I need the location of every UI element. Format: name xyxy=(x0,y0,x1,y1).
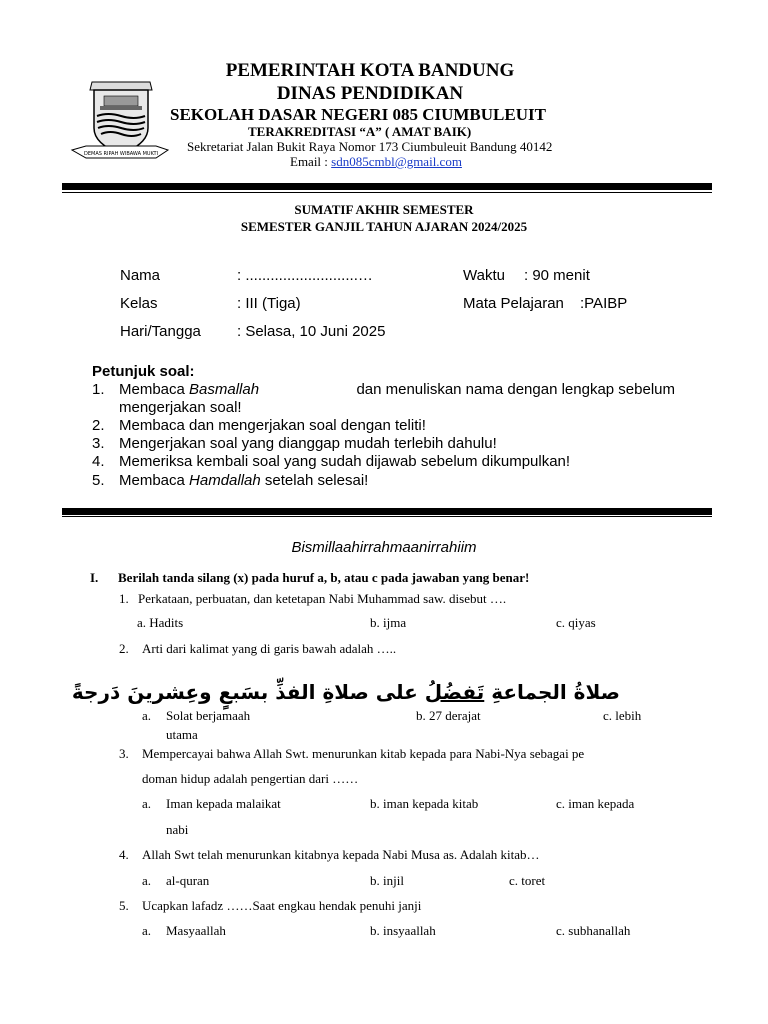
instruction-3-num: 3. xyxy=(92,435,105,452)
arabic-underlined-word: تَفضُلُ xyxy=(424,680,485,704)
subject-label: Mata Pelajaran xyxy=(463,295,564,312)
header-school-name: SEKOLAH DASAR NEGERI 085 CIUMBULEUIT xyxy=(170,105,546,124)
question-4-option-a[interactable]: al-quran xyxy=(166,873,210,888)
section-title: Berilah tanda silang (x) pada huruf a, b, atau c pada jawaban yang benar! xyxy=(118,570,530,585)
question-2-option-a[interactable]: Solat berjamaah xyxy=(166,708,251,723)
header-government: PEMERINTAH KOTA BANDUNG xyxy=(225,60,515,81)
question-3-option-b[interactable]: b. iman kepada kitab xyxy=(370,796,479,811)
date-value: : Selasa, 10 Juni 2025 xyxy=(237,323,386,340)
question-5-option-a-label: a. xyxy=(142,923,152,938)
question-4-option-a-label: a. xyxy=(142,873,152,888)
question-5-option-c[interactable]: c. subhanallah xyxy=(556,923,631,938)
header-department: DINAS PENDIDIKAN xyxy=(276,83,464,104)
question-2-option-c-line2: utama xyxy=(166,727,198,742)
header-email-line xyxy=(290,154,462,170)
question-2-number: 2. xyxy=(119,641,129,656)
question-2-text: Arti dari kalimat yang di garis bawah adalah ….. xyxy=(142,641,397,656)
bismillah-text: Bismillaahirrahmaanirrahiim xyxy=(291,539,477,556)
question-2-arabic-sentence: صلاةُ الجماعةِ تَفضُلُ على صلاةِ الفذِّ بسَبعٍ وعِشرينَ دَرجةً xyxy=(71,680,620,704)
instruction-5: Membaca Hamdallah setelah selesai! xyxy=(119,472,369,489)
exam-title: SUMATIF AKHIR SEMESTER xyxy=(294,202,474,217)
question-1-option-a[interactable]: a. Hadits xyxy=(137,615,184,630)
name-value: : ...........................… xyxy=(237,267,373,284)
question-2-option-c[interactable]: c. lebih xyxy=(603,708,642,723)
class-value: : III (Tiga) xyxy=(237,295,301,312)
header-divider-thick xyxy=(62,183,712,190)
instruction-1 xyxy=(119,381,675,398)
logo-motto-text: DEMAS RIPAH WIBAWA MUKTI xyxy=(84,151,158,157)
email-link[interactable]: sdn085cmbl@gmail.com xyxy=(331,154,462,169)
header-address: Sekretariat Jalan Bukit Raya Nomor 173 Ciumbuleuit Bandung 40142 xyxy=(187,139,553,154)
question-1-option-c[interactable]: c. qiyas xyxy=(556,615,596,630)
instruction-2: Membaca dan mengerjakan soal dengan teliti! xyxy=(119,417,426,434)
question-3-option-a-label: a. xyxy=(142,796,152,811)
section-number: I. xyxy=(90,570,99,585)
question-4-number: 4. xyxy=(119,847,129,862)
question-3-text-line2: doman hidup adalah pengertian dari …… xyxy=(142,771,359,786)
question-1-text: Perkataan, perbuatan, dan ketetapan Nabi Muhammad saw. disebut …. xyxy=(138,591,507,606)
time-value: : 90 menit xyxy=(524,267,590,284)
instruction-1-part-a: Membaca Basmallah xyxy=(119,381,260,398)
city-crest-logo xyxy=(70,78,170,164)
instructions-divider-thick xyxy=(62,508,712,515)
instruction-1-num: 1. xyxy=(92,381,105,398)
question-1-number: 1. xyxy=(119,591,129,606)
instruction-5-num: 5. xyxy=(92,472,105,489)
instruction-2-num: 2. xyxy=(92,417,105,434)
instruction-1-line2: mengerjakan soal! xyxy=(119,399,242,416)
question-3-option-c-line2: nabi xyxy=(166,822,189,837)
instruction-3: Mengerjakan soal yang dianggap mudah terlebih dahulu! xyxy=(119,435,497,452)
instructions-title: Petunjuk soal: xyxy=(92,363,195,380)
email-label: Email : xyxy=(290,154,332,169)
instruction-4-num: 4. xyxy=(92,453,105,470)
header-accreditation: TERAKREDITASI “A” ( AMAT BAIK) xyxy=(248,124,472,139)
instruction-4: Memeriksa kembali soal yang sudah dijawab sebelum dikumpulkan! xyxy=(119,453,571,470)
question-3-option-a[interactable]: Iman kepada malaikat xyxy=(166,796,281,811)
exam-subtitle: SEMESTER GANJIL TAHUN AJARAN 2024/2025 xyxy=(240,219,528,234)
subject-value: :PAIBP xyxy=(580,295,628,312)
question-5-option-a[interactable]: Masyaallah xyxy=(166,923,226,938)
question-4-option-c[interactable]: c. toret xyxy=(509,873,546,888)
question-2-option-a-label: a. xyxy=(142,708,152,723)
question-4-text: Allah Swt telah menurunkan kitabnya kepada Nabi Musa as. Adalah kitab… xyxy=(142,847,540,862)
question-5-number: 5. xyxy=(119,898,129,913)
question-4-option-b[interactable]: b. injil xyxy=(370,873,404,888)
header-divider-thin xyxy=(62,192,712,193)
instructions-divider-thin xyxy=(62,516,712,517)
question-1-option-b[interactable]: b. ijma xyxy=(370,615,407,630)
instruction-1-part-b: dan menuliskan nama dengan lengkap sebelum xyxy=(356,381,675,398)
question-5-option-b[interactable]: b. insyaallah xyxy=(370,923,436,938)
date-label: Hari/Tangga xyxy=(120,323,201,340)
question-5-text: Ucapkan lafadz ……Saat engkau hendak penuhi janji xyxy=(142,898,422,913)
name-label: Nama xyxy=(120,267,161,284)
question-3-text: Mempercayai bahwa Allah Swt. menurunkan kitab kepada para Nabi-Nya sebagai pe xyxy=(142,746,585,761)
question-3-number: 3. xyxy=(119,746,129,761)
question-3-option-c[interactable]: c. iman kepada xyxy=(556,796,635,811)
time-label: Waktu xyxy=(463,267,505,284)
question-2-option-b[interactable]: b. 27 derajat xyxy=(416,708,481,723)
class-label: Kelas xyxy=(120,295,158,312)
